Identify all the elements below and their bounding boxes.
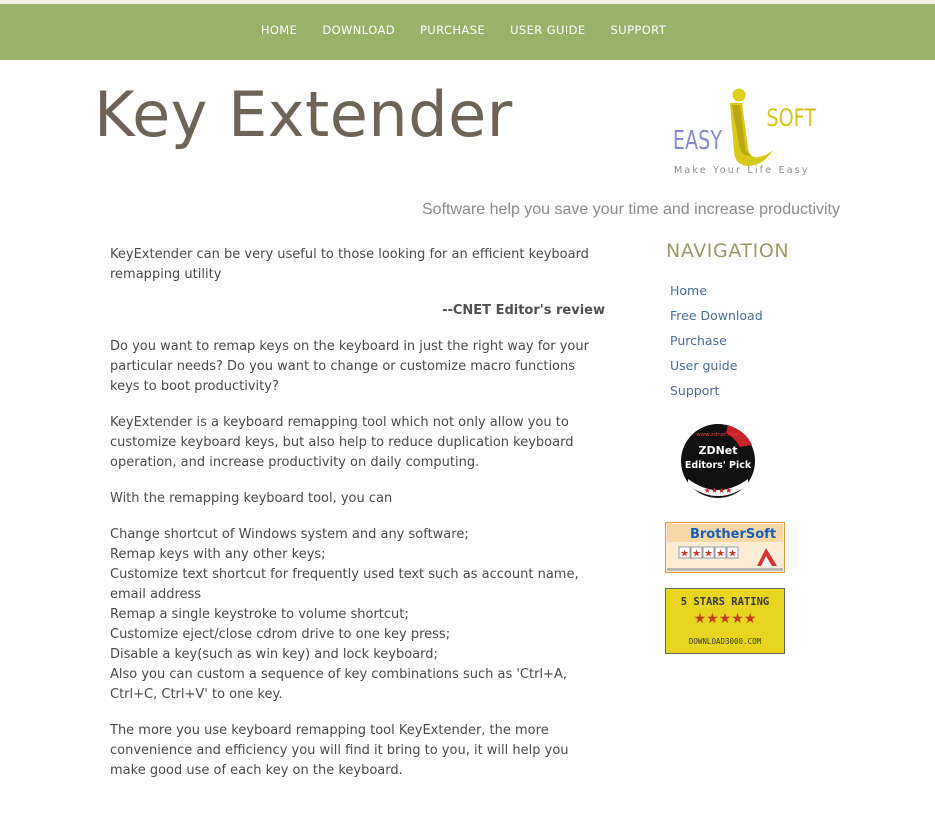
cnet-quote: KeyExtender can be very useful to those looking for an efficient keyboard remapping utility: [110, 247, 589, 282]
sidebar-item-support: [670, 380, 763, 405]
feature-item: Change shortcut of Windows system and any software;: [110, 527, 469, 542]
sidebar-item-free-download: [670, 305, 763, 330]
download3000-site: DOWNLOAD3000.COM: [688, 637, 762, 646]
sidebar-link-user-guide[interactable]: User guide: [670, 358, 738, 373]
download3000-badge[interactable]: [665, 588, 785, 654]
features-intro: With the remapping keyboard tool, you can: [110, 491, 393, 506]
rating-star-icon: ★: [728, 548, 737, 560]
feature-item: Customize text shortcut for frequently used text such as account name, email address: [110, 567, 579, 602]
sidebar-heading: NAVIGATION: [666, 240, 790, 262]
cnet-review-attribution: --CNET Editor's review: [442, 303, 605, 318]
zdnet-brand: ZDNet: [698, 444, 738, 457]
sidebar-link-purchase[interactable]: Purchase: [670, 333, 727, 348]
top-nav-support[interactable]: SUPPORT: [610, 23, 667, 37]
sidebar-link-support[interactable]: Support: [670, 383, 720, 398]
site-tagline: Software help you save your time and increase productivity: [422, 201, 840, 218]
download3000-title: 5 STARS RATING: [680, 596, 770, 608]
logo-tagline-text: Make Your Life Easy: [674, 165, 810, 176]
sidebar-link-home[interactable]: Home: [670, 283, 707, 298]
sidebar-item-purchase: [670, 330, 763, 355]
brothersoft-badge[interactable]: [665, 522, 785, 573]
top-nav-home[interactable]: HOME: [260, 23, 298, 37]
logo-soft-text: SOFT: [766, 105, 817, 133]
site-title: Key Extender: [94, 78, 513, 151]
sidebar-item-user-guide: [670, 355, 763, 380]
top-nav: [0, 0, 935, 60]
intro-paragraph: Do you want to remap keys on the keyboard in just the right way for your particular needs? Do you want to change or customize macro functions keys to boot productivity?: [110, 339, 589, 394]
zdnet-url: www.zdnet.com: [696, 432, 740, 438]
zdnet-stars: ★★★★: [703, 486, 733, 495]
rating-star-icon: ★: [704, 548, 713, 560]
top-nav-download[interactable]: DOWNLOAD: [322, 23, 395, 37]
zdnet-label: Editors' Pick: [684, 460, 752, 471]
brothersoft-rating-stars: [679, 547, 738, 560]
top-nav-purchase[interactable]: PURCHASE: [419, 23, 486, 37]
rating-star-icon: ★: [680, 548, 689, 560]
feature-item: Customize eject/close cdrom drive to one key press;: [110, 627, 451, 642]
feature-item: Remap keys with any other keys;: [110, 547, 326, 562]
brothersoft-name: BrotherSoft: [689, 527, 777, 542]
main-content: [110, 245, 605, 781]
download3000-stars: ★★★★★: [693, 611, 757, 627]
sidebar-link-free-download[interactable]: Free Download: [670, 308, 763, 323]
feature-item: Disable a key(such as win key) and lock keyboard;: [110, 647, 438, 662]
sidebar-item-home: [670, 280, 763, 305]
closing-paragraph: The more you use keyboard remapping tool KeyExtender, the more convenience and efficiency you will find it bring to you, it will help you make good use of each key on the keyboard.: [110, 723, 569, 778]
sidebar-nav: [670, 280, 763, 405]
logo-easy-text: EASY: [672, 124, 723, 156]
rating-star-icon: ★: [692, 548, 701, 560]
rating-star-icon: ★: [716, 548, 725, 560]
description-paragraph: KeyExtender is a keyboard remapping tool which not only allow you to customize keyboard keys, but also help to reduce duplication keyboard operation, and increase productivity on daily computing.: [110, 415, 574, 470]
zdnet-editors-pick-badge[interactable]: [676, 421, 760, 503]
top-nav-user-guide[interactable]: USER GUIDE: [510, 23, 586, 37]
easy-soft-logo[interactable]: [668, 86, 838, 180]
feature-item: Also you can custom a sequence of key combinations such as 'Ctrl+A, Ctrl+C, Ctrl+V' to one key.: [110, 667, 567, 702]
feature-item: Remap a single keystroke to volume shortcut;: [110, 607, 409, 622]
feature-list: [110, 525, 605, 705]
